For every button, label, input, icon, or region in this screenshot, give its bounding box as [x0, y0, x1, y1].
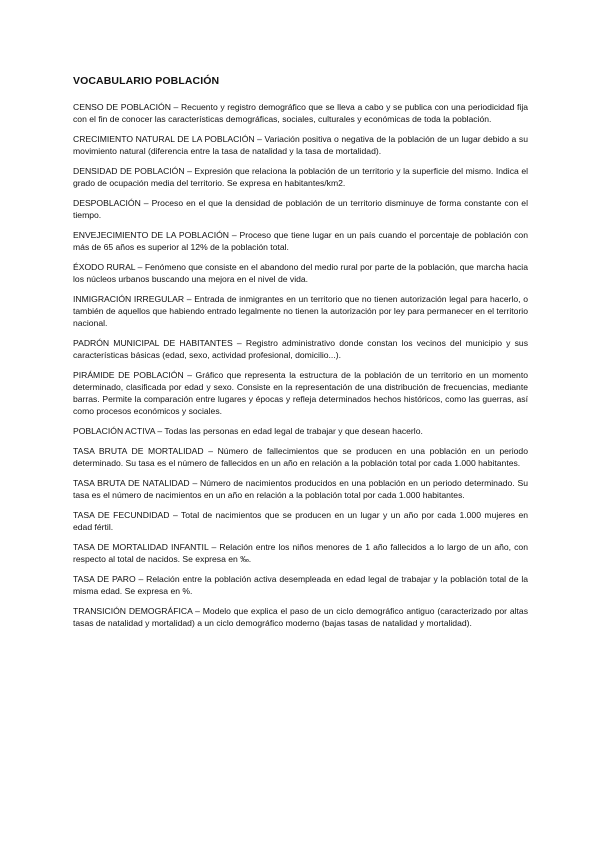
glossary-definition: Total de nacimientos que se producen en un lugar y un año por cada 1.000 mujeres en edad fértil. [73, 510, 529, 532]
glossary-definition: Proceso que tiene lugar en un país cuando el porcentaje de población con más de 65 años es superior al 12% de la población total. [73, 230, 528, 252]
glossary-definition: Proceso en el que la densidad de población de un territorio disminuye de forma constante con el tiempo. [73, 198, 528, 220]
glossary-definition: Relación entre los niños menores de 1 año fallecidos a lo largo de un año, con respecto al total de nacidos. Se expresa en ‰. [73, 542, 528, 564]
glossary-entry: TASA DE PARO – Relación entre la población activa desempleada en edad legal de trabajar y la población total de la misma edad. Se expresa en %. [73, 574, 529, 596]
glossary-definition: Modelo que explica el paso de un ciclo demográfico antiguo (caracterizado por altas tasas de natalidad y mortalidad) a un ciclo demográfico moderno (bajas tasas de natalidad y mortalidad). [73, 606, 528, 628]
glossary-term: TASA BRUTA DE MORTALIDAD [73, 446, 204, 456]
glossary-entry: ÉXODO RURAL – Fenómeno que consiste en el abandono del medio rural por parte de la población, que marcha hacia los núcleos urbanos buscando una mejora en el nivel de vida. [73, 262, 528, 284]
glossary-term: ÉXODO RURAL [73, 262, 136, 272]
glossary-term: TASA DE MORTALIDAD INFANTIL [73, 542, 209, 552]
glossary-term: PIRÁMIDE DE POBLACIÓN [73, 370, 184, 380]
glossary-definition: Variación positiva o negativa de la población de un lugar debido a su movimiento natural (diferencia entre la tasa de natalidad y la tasa de mortalidad). [73, 134, 528, 156]
document-title: VOCABULARIO POBLACIÓN [73, 75, 220, 87]
document-page [73, 75, 528, 637]
glossary-definition: Entrada de inmigrantes en un territorio que no tienen autorización legal para hacerlo, o también de aquellos que habiendo entrado legalmente no tienen la autorización por ley para permanecer en el territorio nacional. [73, 294, 528, 328]
glossary-entry: TASA DE FECUNDIDAD – Total de nacimientos que se producen en un lugar y un año por cada 1.000 mujeres en edad fértil. [73, 510, 529, 532]
glossary-entry: DENSIDAD DE POBLACIÓN – Expresión que relaciona la población de un territorio y la superficie del mismo. Indica el grado de ocupación media del territorio. Se expresa en habitantes/km2. [73, 166, 529, 188]
glossary-definition: Fenómeno que consiste en el abandono del medio rural por parte de la población, que marcha hacia los núcleos urbanos buscando una mejora en el nivel de vida. [73, 262, 528, 284]
glossary-term: TASA DE FECUNDIDAD [73, 510, 170, 520]
glossary-entry: TASA DE MORTALIDAD INFANTIL – Relación entre los niños menores de 1 año fallecidos a lo largo de un año, con respecto al total de nacidos. Se expresa en ‰. [73, 542, 528, 564]
glossary-definition: Todas las personas en edad legal de trabajar y que desean hacerlo. [164, 426, 423, 436]
glossary-entry: TRANSICIÓN DEMOGRÁFICA – Modelo que explica el paso de un ciclo demográfico antiguo (caracterizado por altas tasas de natalidad y mortalidad) a un ciclo demográfico moderno (bajas tasas de natalidad y mortalidad). [73, 606, 528, 628]
glossary-term: INMIGRACIÓN IRREGULAR [73, 294, 185, 304]
glossary-entry: CRECIMIENTO NATURAL DE LA POBLACIÓN – Variación positiva o negativa de la población de un lugar debido a su movimiento natural (diferencia entre la tasa de natalidad y la tasa de mortalidad). [73, 134, 528, 156]
glossary-definition: Número de fallecimientos que se producen en una población en un periodo determinado. Su tasa es el número de fallecidos en un año en relación a la población total por cada 1.000 habitantes. [73, 446, 528, 468]
glossary-definition: Registro administrativo donde constan los vecinos del municipio y sus características básicas (edad, sexo, actividad profesional, domicilio...). [73, 338, 528, 360]
glossary-entry: TASA BRUTA DE MORTALIDAD – Número de fallecimientos que se producen en una población en un periodo determinado. Su tasa es el número de fallecidos en un año en relación a la población total por cada 1.000 habitantes. [73, 446, 528, 468]
glossary-definition: Recuento y registro demográfico que se lleva a cabo y se publica con una periodicidad fija con el fin de conocer las características demográficas, sociales, culturales y económicas de toda la población. [73, 102, 529, 124]
glossary-term: CRECIMIENTO NATURAL DE LA POBLACIÓN [73, 134, 255, 144]
glossary-term: TASA DE PARO [73, 574, 136, 584]
glossary-term: ENVEJECIMIENTO DE LA POBLACIÓN [73, 230, 229, 240]
glossary-entry: ENVEJECIMIENTO DE LA POBLACIÓN – Proceso que tiene lugar en un país cuando el porcentaje de población con más de 65 años es superior al 12% de la población total. [73, 230, 528, 252]
glossary-term: PADRÓN MUNICIPAL DE HABITANTES [73, 338, 233, 348]
glossary-term: POBLACIÓN ACTIVA [73, 426, 155, 436]
glossary-definition: Gráfico que representa la estructura de la población de un territorio en un momento determinado, clasificada por edad y sexo. Consiste en la representación de una distribución de frecuencias, mediante barras. Permite la comparación entre lugares y épocas y refleja determinados hechos históricos, como las guerras, así como procesos económicos y sociales. [73, 370, 528, 416]
glossary-entry: TASA BRUTA DE NATALIDAD – Número de nacimientos producidos en una población en un periodo determinado. Su tasa es el número de nacimientos en un año en relación a la población total por cada 1.000 habitantes. [73, 478, 528, 500]
glossary-entry: CENSO DE POBLACIÓN – Recuento y registro demográfico que se lleva a cabo y se publica con una periodicidad fija con el fin de conocer las características demográficas, sociales, culturales y económicas de toda la población. [73, 102, 529, 124]
glossary-term: TASA BRUTA DE NATALIDAD [73, 478, 190, 488]
glossary-term: DENSIDAD DE POBLACIÓN [73, 166, 185, 176]
glossary-entry: DESPOBLACIÓN – Proceso en el que la densidad de población de un territorio disminuye de forma constante con el tiempo. [73, 198, 528, 220]
glossary-term: TRANSICIÓN DEMOGRÁFICA [73, 606, 193, 616]
glossary-definition: Relación entre la población activa desempleada en edad legal de trabajar y la población total de la misma edad. Se expresa en %. [73, 574, 529, 596]
glossary-entry: INMIGRACIÓN IRREGULAR – Entrada de inmigrantes en un territorio que no tienen autorización legal para hacerlo, o también de aquellos que habiendo entrado legalmente no tienen la autorización por ley para permanecer en el territorio nacional. [73, 294, 528, 328]
glossary-definition: Número de nacimientos producidos en una población en un periodo determinado. Su tasa es el número de nacimientos en un año en relación a la población total por cada 1.000 habitantes. [73, 478, 528, 500]
glossary-term: CENSO DE POBLACIÓN [73, 102, 171, 112]
glossary-entry: PIRÁMIDE DE POBLACIÓN – Gráfico que representa la estructura de la población de un territorio en un momento determinado, clasificada por edad y sexo. Consiste en la representación de una distribución de frecuencias, mediante barras. Permite la comparación entre lugares y épocas y refleja determinados hechos históricos, como las guerras, así como procesos económicos y sociales. [73, 370, 528, 416]
glossary-entry: POBLACIÓN ACTIVA – Todas las personas en edad legal de trabajar y que desean hacerlo. [73, 426, 423, 436]
glossary-entry: PADRÓN MUNICIPAL DE HABITANTES – Registro administrativo donde constan los vecinos del municipio y sus características básicas (edad, sexo, actividad profesional, domicilio...). [73, 338, 528, 360]
glossary-term: DESPOBLACIÓN [73, 198, 141, 208]
glossary-definition: Expresión que relaciona la población de un territorio y la superficie del mismo. Indica el grado de ocupación media del territorio. Se expresa en habitantes/km2. [73, 166, 529, 188]
